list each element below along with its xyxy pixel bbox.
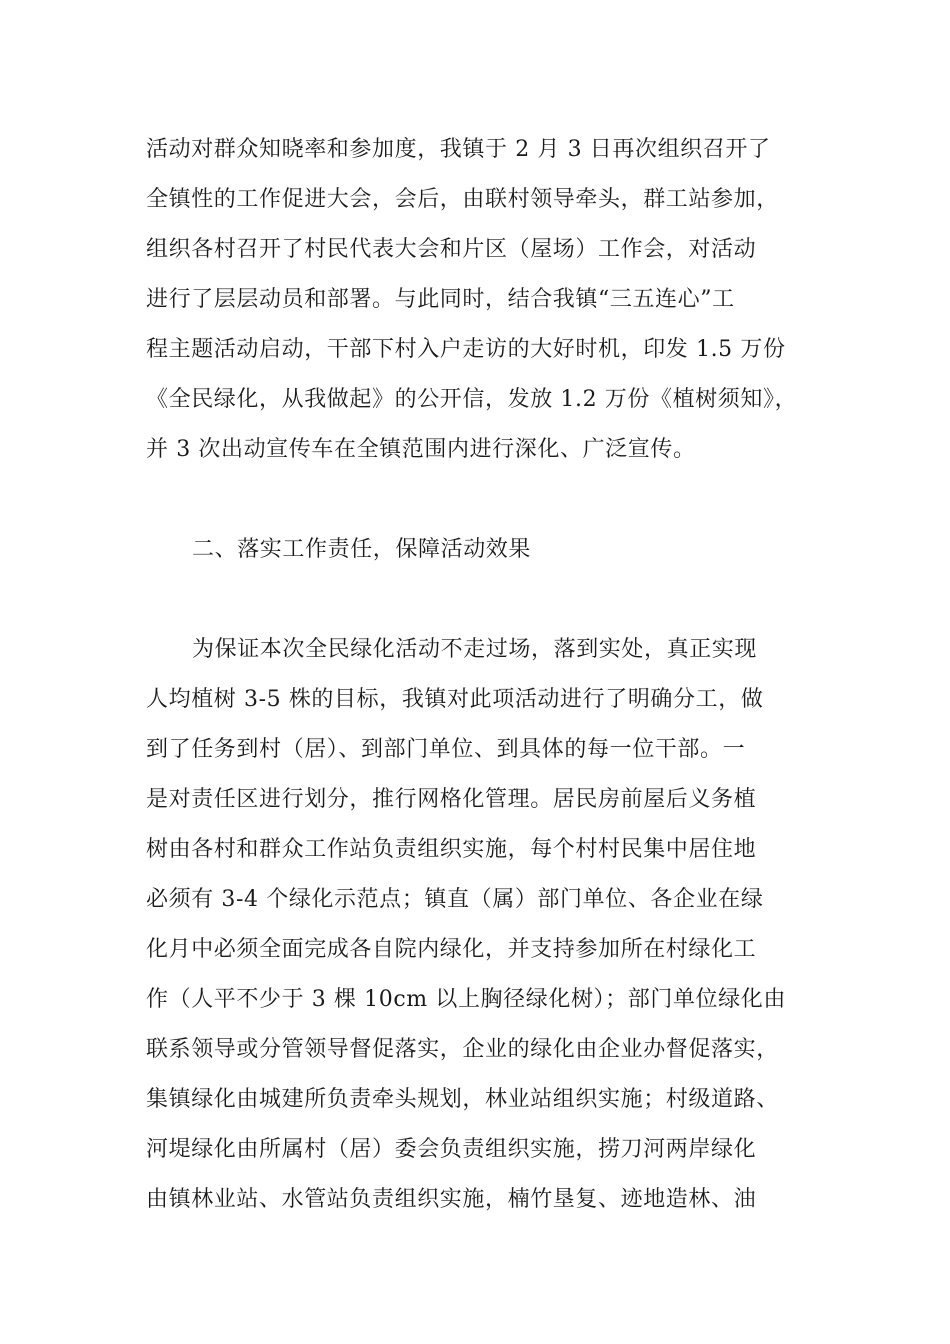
paragraph-2-line: 化月中必须全面完成各自院内绿化，并支持参加所在村绿化工 <box>146 937 757 962</box>
paragraph-1-line: 并 3 次出动宣传车在全镇范围内进行深化、广泛宣传。 <box>146 437 696 462</box>
paragraph-1-line: 组织各村召开了村民代表大会和片区（屋场）工作会，对活动 <box>146 237 757 262</box>
paragraph-2-line: 到了任务到村（居）、到部门单位、到具体的每一位干部。一 <box>146 737 746 762</box>
paragraph-2-line: 联系领导或分管领导督促落实，企业的绿化由企业办督促落实， <box>146 1037 779 1062</box>
paragraph-2-line: 为保证本次全民绿化活动不走过场，落到实处，真正实现 <box>192 637 758 662</box>
paragraph-2-line: 人均植树 3-5 株的目标，我镇对此项活动进行了明确分工，做 <box>146 687 764 712</box>
paragraph-1-line: 程主题活动启动，干部下村入户走访的大好时机，印发 1.5 万份 <box>146 337 786 362</box>
paragraph-1-line: 进行了层层动员和部署。与此同时，结合我镇“三五连心”工 <box>146 287 735 312</box>
paragraph-2-line: 河堤绿化由所属村（居）委会负责组织实施，捞刀河两岸绿化 <box>146 1137 757 1162</box>
paragraph-2-line: 树由各村和群众工作站负责组织实施，每个村村民集中居住地 <box>146 837 757 862</box>
paragraph-1-line: 活动对群众知晓率和参加度，我镇于 2 月 3 日再次组织召开了 <box>146 137 771 162</box>
paragraph-2-line: 是对责任区进行划分，推行网格化管理。居民房前屋后义务植 <box>146 787 757 812</box>
section-heading: 二、落实工作责任，保障活动效果 <box>192 537 532 562</box>
paragraph-2-line: 由镇林业站、水管站负责组织实施，楠竹垦复、迹地造林、油 <box>146 1187 757 1212</box>
paragraph-2-line: 集镇绿化由城建所负责牵头规划，林业站组织实施；村级道路、 <box>146 1087 779 1112</box>
paragraph-2-line: 作（人平不少于 3 棵 10cm 以上胸径绿化树）；部门单位绿化由 <box>146 987 786 1012</box>
paragraph-1-line: 《全民绿化，从我做起》的公开信，发放 1.2 万份《植树须知》， <box>146 387 798 412</box>
paragraph-1-line: 全镇性的工作促进大会，会后，由联村领导牵头，群工站参加， <box>146 187 779 212</box>
paragraph-2-line: 必须有 3-4 个绿化示范点；镇直（属）部门单位、各企业在绿 <box>146 887 764 912</box>
